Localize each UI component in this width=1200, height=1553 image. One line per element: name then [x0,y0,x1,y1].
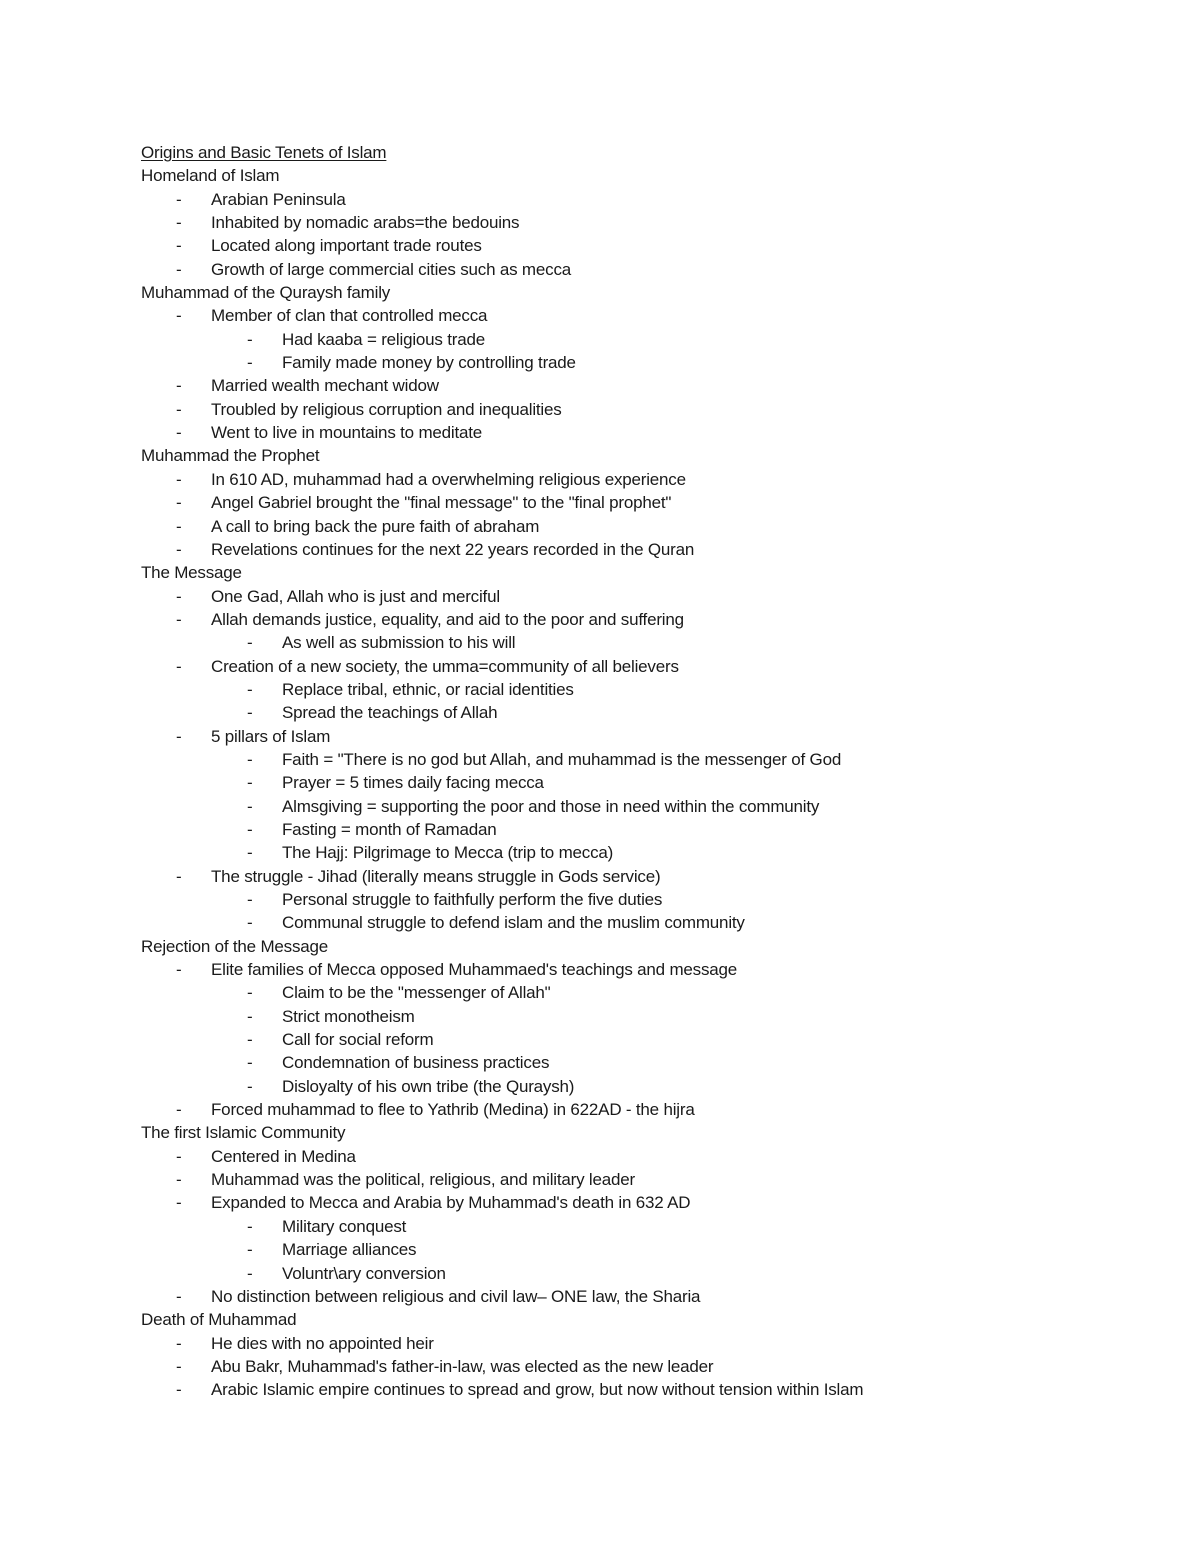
bullet-text: Member of clan that controlled mecca [211,306,488,326]
bullet-text: Call for social reform [282,1030,434,1050]
bullet-item [141,725,1141,748]
bullet-text: Growth of large commercial cities such as mecca [211,259,572,279]
bullet-text: Elite families of Mecca opposed Muhammaed's teachings and message [211,960,738,980]
section-heading [141,935,1141,958]
bullet-text: One Gad, Allah who is just and merciful [211,586,500,606]
sub-bullet-item [141,1238,1141,1261]
bullet-dash: - [247,1263,253,1283]
bullet-text: In 610 AD, muhammad had a overwhelming religious experience [211,469,686,489]
sub-bullet-item [141,701,1141,724]
bullet-dash: - [176,493,182,513]
document-title-text: Origins and Basic Tenets of Islam [141,143,387,162]
bullet-text: Faith = "There is no god but Allah, and muhammad is the messenger of God [282,749,842,769]
bullet-dash: - [176,726,182,746]
bullet-item [141,468,1141,491]
bullet-text: Replace tribal, ethnic, or racial identities [282,679,574,699]
bullet-dash: - [247,353,253,373]
bullet-dash: - [176,306,182,326]
bullet-dash: - [176,1380,182,1400]
bullet-text: Marriage alliances [282,1240,417,1260]
bullet-text: Expanded to Mecca and Arabia by Muhammad's death in 632 AD [211,1193,691,1213]
bullet-text: Voluntr\ary conversion [282,1263,446,1283]
bullet-item [141,258,1141,281]
bullet-dash: - [176,399,182,419]
bullet-text: The struggle - Jihad (literally means struggle in Gods service) [211,866,661,886]
bullet-item [141,1378,1141,1401]
bullet-item [141,304,1141,327]
bullet-dash: - [176,1146,182,1166]
bullet-dash: - [176,423,182,443]
bullet-dash: - [247,890,253,909]
bullet-dash: - [176,259,182,279]
bullet-item [141,958,1141,981]
bullet-text: Had kaaba = religious trade [282,329,485,349]
bullet-dash: - [247,1076,253,1096]
bullet-item [141,538,1141,561]
bullet-dash: - [247,773,253,793]
bullet-item [141,1145,1141,1168]
section-heading-text: Homeland of Islam [141,166,280,186]
bullet-dash: - [176,866,182,886]
section-heading [141,164,1141,187]
bullet-text: Arabian Peninsula [211,189,346,209]
bullet-item [141,491,1141,514]
sub-bullet-item [141,818,1141,841]
bullet-text: Inhabited by nomadic arabs=the bedouins [211,213,520,233]
bullet-dash: - [247,819,253,839]
bullet-item [141,1168,1141,1191]
bullet-text: Abu Bakr, Muhammad's father-in-law, was elected as the new leader [211,1356,714,1376]
bullet-dash: - [176,376,182,396]
bullet-dash: - [247,633,253,653]
bullet-dash: - [176,469,182,489]
sub-bullet-item [141,888,1141,911]
bullet-dash: - [176,1193,182,1213]
bullet-text: Allah demands justice, equality, and aid to the poor and suffering [211,609,684,629]
bullet-text: Claim to be the "messenger of Allah" [282,983,551,1003]
bullet-item [141,188,1141,211]
bullet-dash: - [247,1240,253,1260]
bullet-text: Arabic Islamic empire continues to spread and grow, but now without tension within Islam [211,1380,864,1400]
bullet-text: Disloyalty of his own tribe (the Quraysh) [282,1076,575,1096]
sub-bullet-item [141,678,1141,701]
section-heading-text: Rejection of the Message [141,936,329,956]
section-heading [141,561,1141,584]
bullet-text: A call to bring back the pure faith of abraham [211,516,540,536]
bullet-dash: - [247,329,253,349]
bullet-dash: - [176,1286,182,1306]
sub-bullet-item [141,1075,1141,1098]
bullet-text: Angel Gabriel brought the "final message" to the "final prophet" [211,493,672,513]
bullet-dash: - [247,913,253,933]
bullet-text: Revelations continues for the next 22 years recorded in the Quran [211,539,695,559]
section-heading-text: Death of Muhammad [141,1310,297,1330]
bullet-dash: - [247,796,253,816]
bullet-dash: - [247,703,253,723]
bullet-dash: - [176,586,182,606]
bullet-item [141,1191,1141,1214]
section-heading-text: Muhammad of the Quraysh family [141,283,391,303]
bullet-dash: - [247,843,253,863]
sub-bullet-item [141,351,1141,374]
bullet-text: Troubled by religious corruption and inequalities [211,399,562,419]
bullet-dash: - [247,1216,253,1236]
bullet-dash: - [176,960,182,980]
sub-bullet-item [141,771,1141,794]
bullet-dash: - [176,213,182,233]
section-heading [141,1308,1141,1331]
bullet-text: 5 pillars of Islam [211,726,331,746]
bullet-item [141,585,1141,608]
bullet-text: Muhammad was the political, religious, and military leader [211,1170,635,1190]
bullet-text: Creation of a new society, the umma=community of all believers [211,656,679,676]
bullet-item [141,1285,1141,1308]
bullet-text: Communal struggle to defend islam and the muslim community [282,913,745,933]
bullet-dash: - [176,1100,182,1120]
bullet-item [141,374,1141,397]
bullet-dash: - [176,1356,182,1376]
bullet-item [141,865,1141,888]
bullet-text: Fasting = month of Ramadan [282,819,497,839]
bullet-text: Military conquest [282,1216,407,1236]
bullet-item [141,398,1141,421]
sub-bullet-item [141,1051,1141,1074]
sub-bullet-item [141,841,1141,864]
bullet-text: Family made money by controlling trade [282,353,576,373]
section-heading [141,281,1141,304]
section-heading-text: The first Islamic Community [141,1123,346,1143]
bullet-text: Married wealth mechant widow [211,376,439,396]
bullet-text: Condemnation of business practices [282,1053,550,1073]
bullet-text: As well as submission to his will [282,633,516,653]
section-heading-text: The Message [141,563,242,583]
section-heading-text: Muhammad the Prophet [141,446,320,466]
bullet-dash: - [176,1170,182,1190]
bullet-text: Strict monotheism [282,1006,415,1026]
document-body [141,141,1141,1402]
sub-bullet-item [141,328,1141,351]
bullet-text: Personal struggle to faithfully perform the five duties [282,890,663,909]
bullet-dash: - [247,749,253,769]
sub-bullet-item [141,631,1141,654]
bullet-text: No distinction between religious and civil law– ONE law, the Sharia [211,1286,701,1306]
bullet-item [141,211,1141,234]
bullet-item [141,1098,1141,1121]
bullet-item [141,1332,1141,1355]
bullet-item [141,608,1141,631]
bullet-text: Almsgiving = supporting the poor and those in need within the community [282,796,820,816]
bullet-dash: - [247,679,253,699]
bullet-item [141,1355,1141,1378]
bullet-item [141,421,1141,444]
bullet-dash: - [176,1333,182,1353]
bullet-text: The Hajj: Pilgrimage to Mecca (trip to mecca) [282,843,614,863]
sub-bullet-item [141,795,1141,818]
bullet-dash: - [176,609,182,629]
bullet-dash: - [247,983,253,1003]
bullet-dash: - [247,1030,253,1050]
bullet-item [141,655,1141,678]
bullet-text: Forced muhammad to flee to Yathrib (Medina) in 622AD - the hijra [211,1100,695,1120]
bullet-dash: - [176,236,182,256]
document-title [141,141,1141,164]
bullet-text: Located along important trade routes [211,236,482,256]
bullet-item [141,515,1141,538]
bullet-text: Spread the teachings of Allah [282,703,498,723]
bullet-text: Centered in Medina [211,1146,356,1166]
sub-bullet-item [141,1028,1141,1051]
bullet-dash: - [247,1053,253,1073]
sub-bullet-item [141,1005,1141,1028]
bullet-dash: - [176,516,182,536]
bullet-dash: - [176,189,182,209]
bullet-dash: - [176,656,182,676]
bullet-dash: - [247,1006,253,1026]
bullet-text: Went to live in mountains to meditate [211,423,483,443]
bullet-dash: - [176,539,182,559]
sub-bullet-item [141,1215,1141,1238]
bullet-text: He dies with no appointed heir [211,1333,434,1353]
bullet-item [141,234,1141,257]
section-heading [141,1121,1141,1144]
bullet-text: Prayer = 5 times daily facing mecca [282,773,544,793]
sub-bullet-item [141,981,1141,1004]
sub-bullet-item [141,1262,1141,1285]
section-heading [141,444,1141,467]
sub-bullet-item [141,911,1141,934]
sub-bullet-item [141,748,1141,771]
